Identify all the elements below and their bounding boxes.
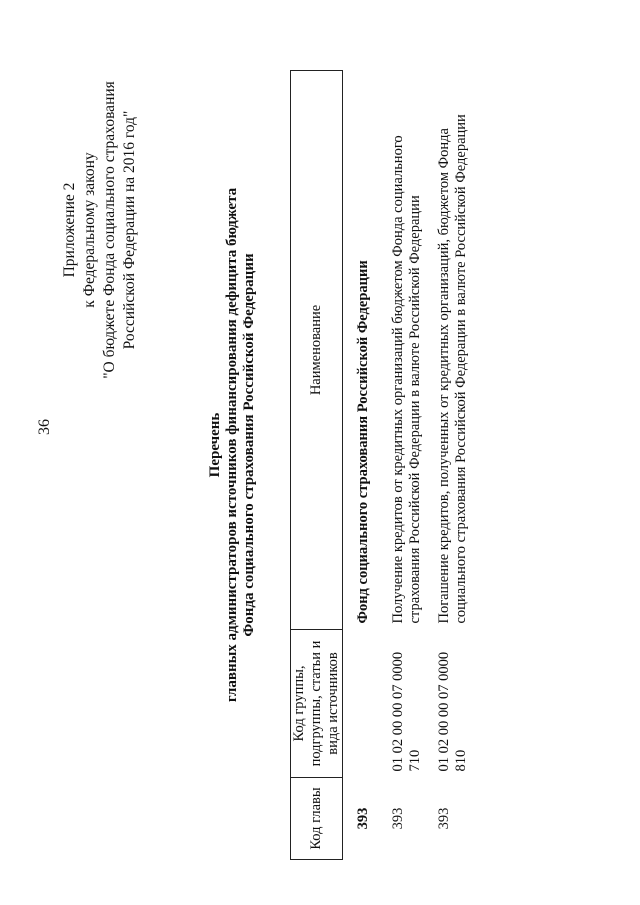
title-line-3: Фонда социального страхования Российской Федерации — [241, 253, 257, 637]
chapter-code-cell: 393 — [390, 807, 406, 830]
source-code-cell: 01 02 00 00 07 0000 710 — [390, 651, 423, 772]
header-source-code: Код группы, подгруппы, статьи и вида источников — [291, 630, 343, 778]
name-cell: Фонд социального страхования Российской Федерации — [355, 260, 371, 624]
document-title — [207, 160, 258, 730]
appendix-note — [60, 20, 140, 440]
chapter-code-cell: 393 — [355, 807, 371, 830]
table-row — [343, 71, 387, 860]
appendix-line-1: Приложение 2 — [61, 182, 78, 278]
page-number: 36 — [36, 419, 53, 435]
name-cell: Погашение кредитов, полученных от кредитных организаций, бюджетом Фонда социального страхования Российской Федерации в валюте Российской Федерации — [436, 114, 469, 624]
table-row — [386, 71, 432, 860]
table-row — [432, 71, 478, 860]
chapter-code-cell: 393 — [436, 807, 452, 830]
source-code-cell — [343, 630, 387, 778]
title-line-1: Перечень — [207, 412, 223, 478]
title-line-2: главных администраторов источников финансирования дефицита бюджета — [224, 187, 240, 703]
source-code-cell: 01 02 00 00 07 0000 810 — [436, 651, 469, 772]
header-chapter-code: Код главы — [291, 778, 343, 860]
appendix-line-2: к Федеральному закону — [81, 152, 98, 308]
appendix-line-4: Российской Федерации на 2016 год" — [121, 110, 138, 350]
table-header-row — [291, 71, 343, 860]
appendix-line-3: "О бюджете Фонда социального страхования — [101, 81, 118, 379]
header-name: Наименование — [291, 71, 343, 630]
name-cell: Получение кредитов от кредитных организаций бюджетом Фонда социального страхования Российской Федерации в валюте Российской Федерации — [390, 135, 423, 624]
administrators-table — [290, 70, 478, 860]
